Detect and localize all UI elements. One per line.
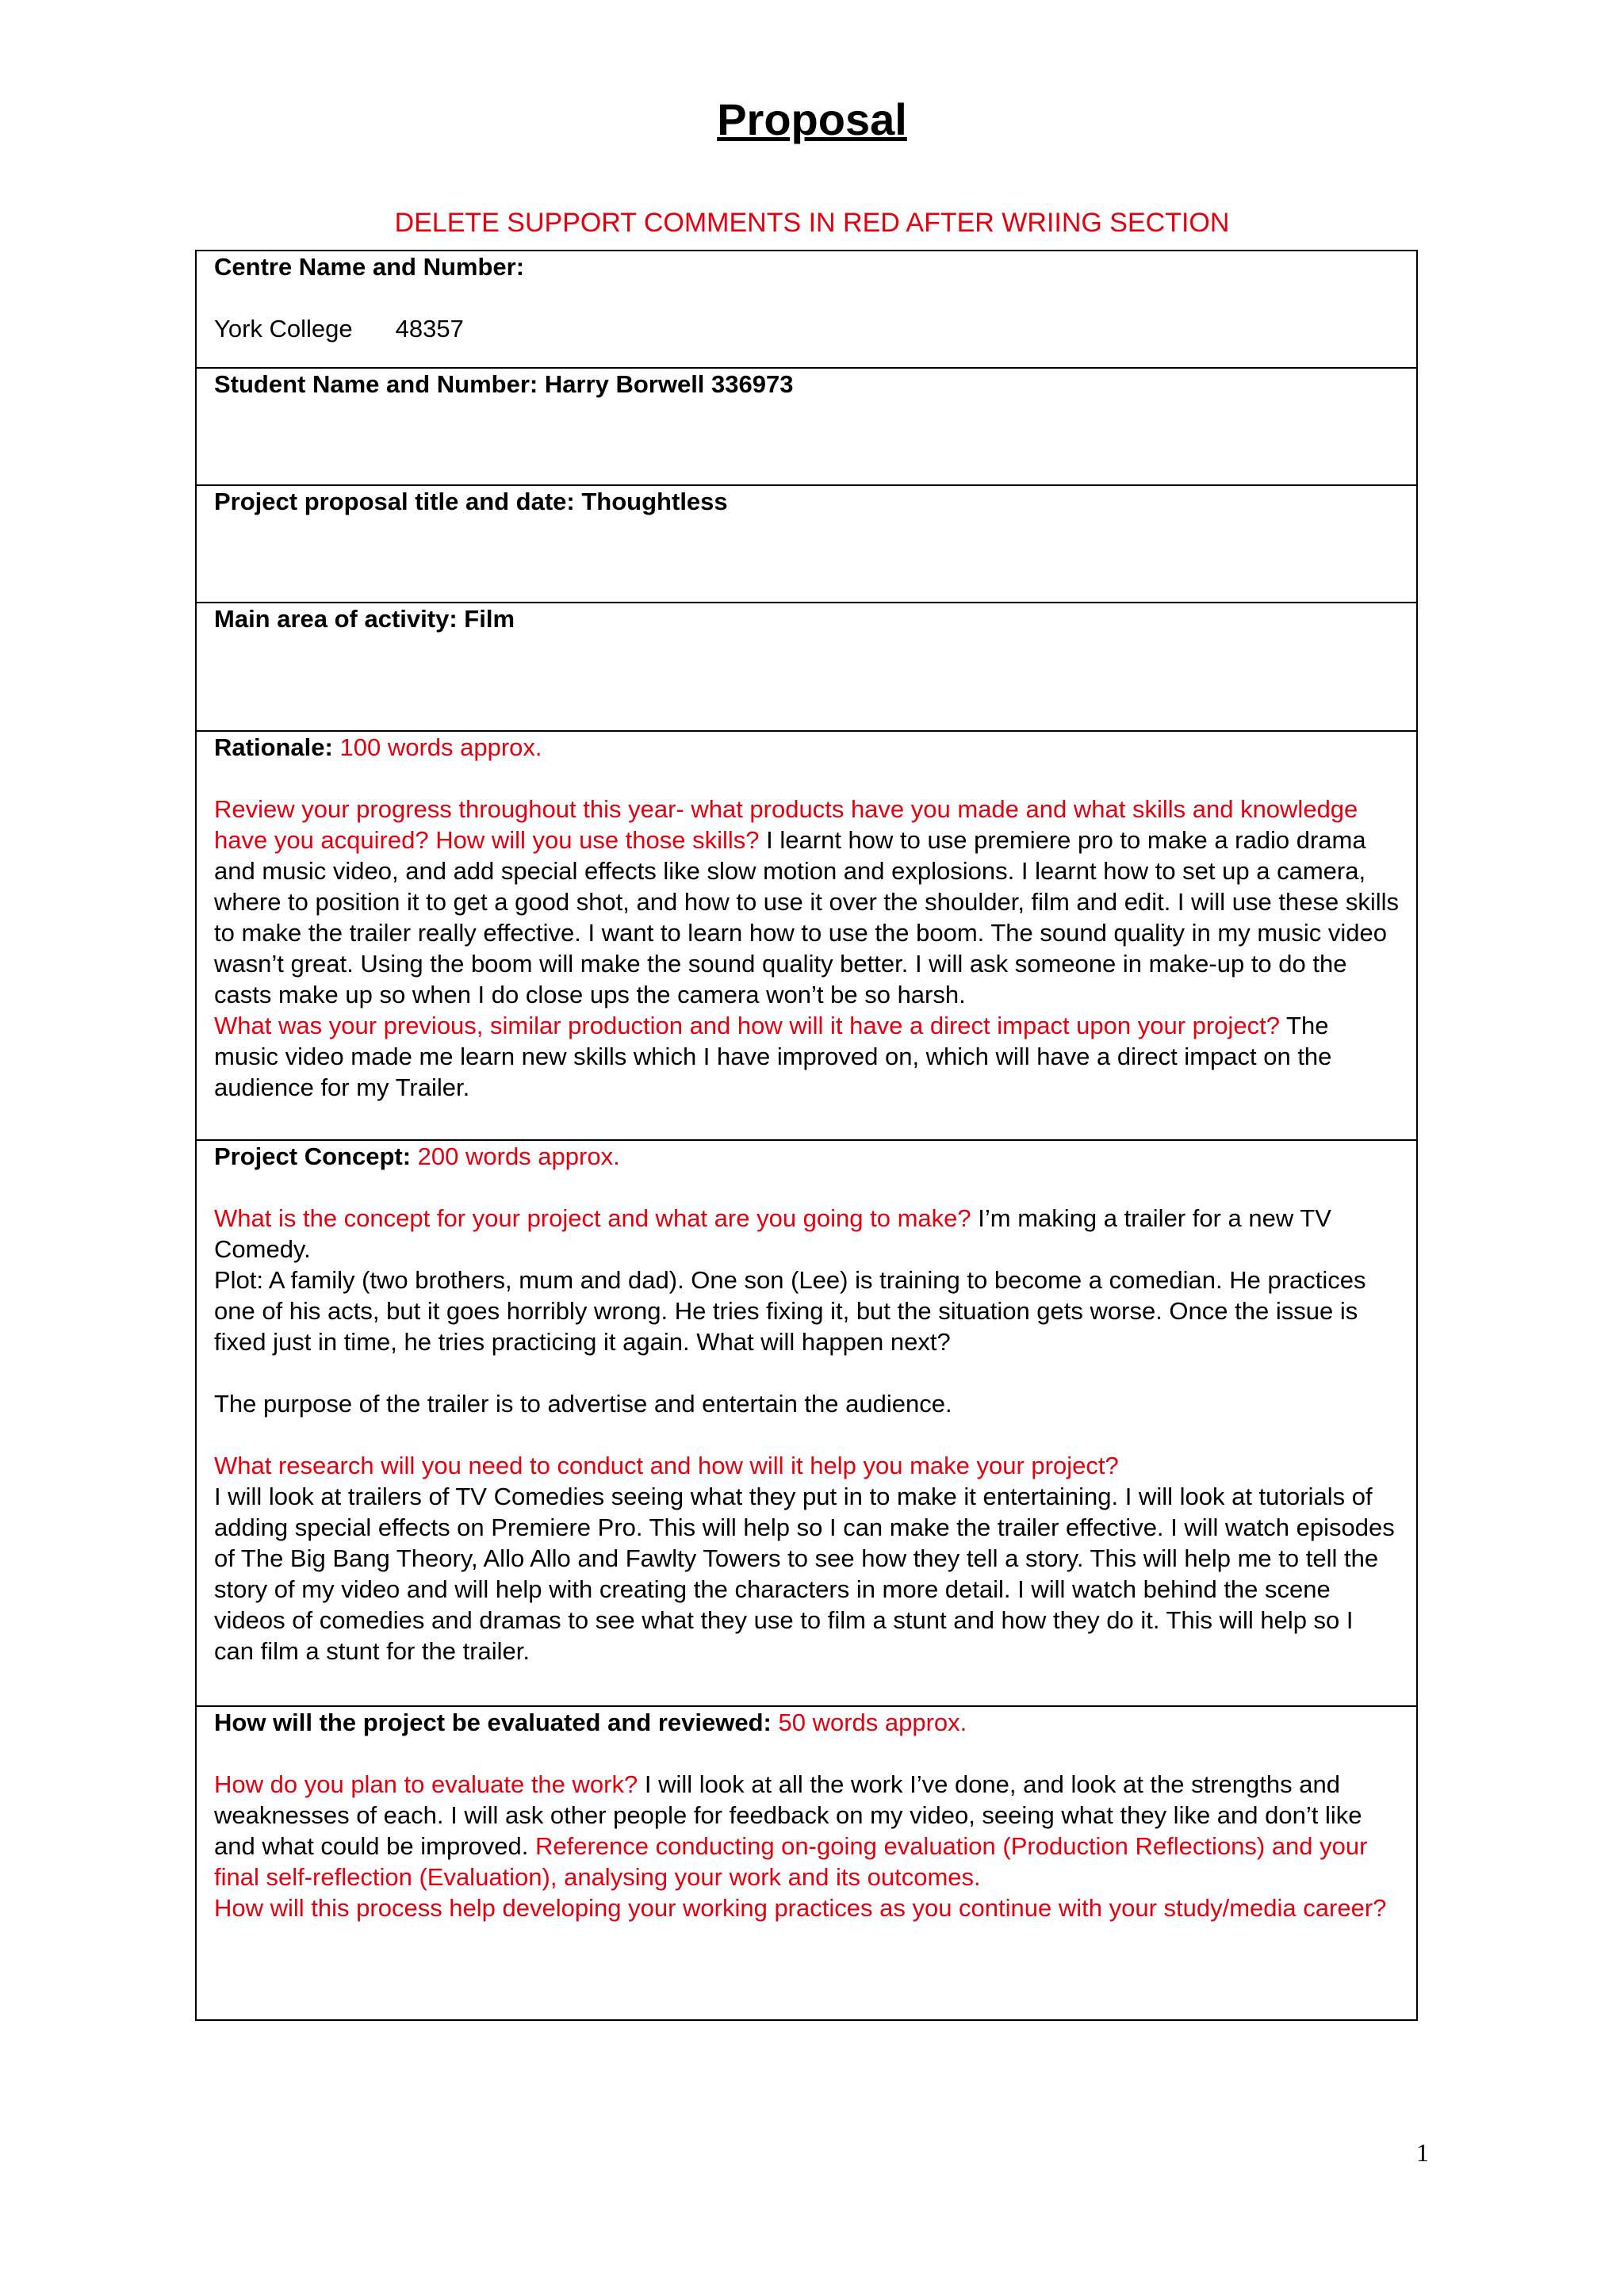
centre-name: York College xyxy=(214,315,353,342)
evaluation-hint: 50 words approx. xyxy=(778,1709,967,1736)
centre-label: Centre Name and Number: xyxy=(214,253,525,281)
proposal-form xyxy=(195,250,1418,2021)
rationale-section xyxy=(197,730,1416,1139)
evaluation-question-2: Reference conducting on-going evaluation (Production Reflections) and your final self-reflection (Evaluation), analysing your work and its outcomes. xyxy=(214,1832,1368,1891)
support-comment-notice: DELETE SUPPORT COMMENTS IN RED AFTER WRIING SECTION xyxy=(394,208,1230,238)
concept-question-1: What is the concept for your project and what are you going to make? xyxy=(214,1204,971,1232)
concept-hint: 200 words approx. xyxy=(417,1142,620,1170)
concept-purpose: The purpose of the trailer is to advertise and entertain the audience. xyxy=(214,1390,952,1418)
centre-section xyxy=(197,251,1416,367)
concept-section xyxy=(197,1139,1416,1705)
evaluation-question-3: How will this process help developing your working practices as you continue with your study/media career? xyxy=(214,1894,1387,1922)
concept-label: Project Concept: xyxy=(214,1142,412,1170)
page-number: 1 xyxy=(1416,2138,1429,2167)
concept-question-2: What research will you need to conduct and how will it help you make your project? xyxy=(214,1452,1119,1479)
rationale-answer-1: I learnt how to use premiere pro to make a radio drama and music video, and add special effects like slow motion and explosions. I learnt how to set up a camera, where to position it to get a good shot, and how to use it over the shoulder, film and edit. I will use these skills to make the trailer really effective. I want to learn how to use the boom. The sound quality in my music video wasn’t great. Using the boom will make the sound quality better. I will ask someone in make-up to do the casts make up so when I do close ups the camera won’t be so harsh. xyxy=(214,826,1400,1008)
rationale-answer-2: The music video made me learn new skills which I have improved on, which will have a direct impact on the audience for my Trailer. xyxy=(214,1012,1332,1101)
evaluation-answer-1: I will look at all the work I’ve done, and look at the strengths and weaknesses of each. I will ask other people for feedback on my video, seeing what they like and don’t like and what could be improved. xyxy=(214,1770,1362,1860)
rationale-question-1: Review your progress throughout this year- what products have you made and what skills and knowledge have you acquired? How will you use those skills? xyxy=(214,795,1358,854)
concept-answer-1: I’m making a trailer for a new TV Comedy. xyxy=(214,1204,1331,1263)
student-label: Student Name and Number: xyxy=(214,370,538,398)
concept-plot: Plot: A family (two brothers, mum and dad). One son (Lee) is training to become a comedian. He practices one of his acts, but it goes horribly wrong. He tries fixing it, but the situation gets worse. Once the issue is fixed just in time, he tries practicing it again. What will happen next? xyxy=(214,1266,1366,1356)
student-section xyxy=(197,367,1416,484)
activity-section xyxy=(197,602,1416,730)
rationale-label: Rationale: xyxy=(214,733,333,761)
activity-label: Main area of activity: xyxy=(214,605,458,633)
page-title: Proposal xyxy=(717,94,907,144)
centre-number: 48357 xyxy=(395,315,464,342)
project-title-value: Thoughtless xyxy=(581,488,728,515)
evaluation-section xyxy=(197,1705,1416,2019)
evaluation-question-1: How do you plan to evaluate the work? xyxy=(214,1770,638,1798)
project-title-section xyxy=(197,484,1416,602)
evaluation-label: How will the project be evaluated and reviewed: xyxy=(214,1709,772,1736)
concept-answer-2: I will look at trailers of TV Comedies seeing what they put in to make it entertaining. I will look at tutorials of adding special effects on Premiere Pro. This will help so I can make the trailer effective. I will watch episodes of The Big Bang Theory, Allo Allo and Fawlty Towers to see how they tell a story. This will help me to tell the story of my video and will help with creating the characters in more detail. I will watch behind the scene videos of comedies and dramas to see what they use to film a stunt and how they do it. This will help so I can film a stunt for the trailer. xyxy=(214,1483,1395,1665)
student-value: Harry Borwell 336973 xyxy=(544,370,794,398)
rationale-hint: 100 words approx. xyxy=(339,733,542,761)
activity-value: Film xyxy=(464,605,515,633)
project-title-label: Project proposal title and date: xyxy=(214,488,575,515)
rationale-question-2: What was your previous, similar production and how will it have a direct impact upon your project? xyxy=(214,1012,1280,1039)
